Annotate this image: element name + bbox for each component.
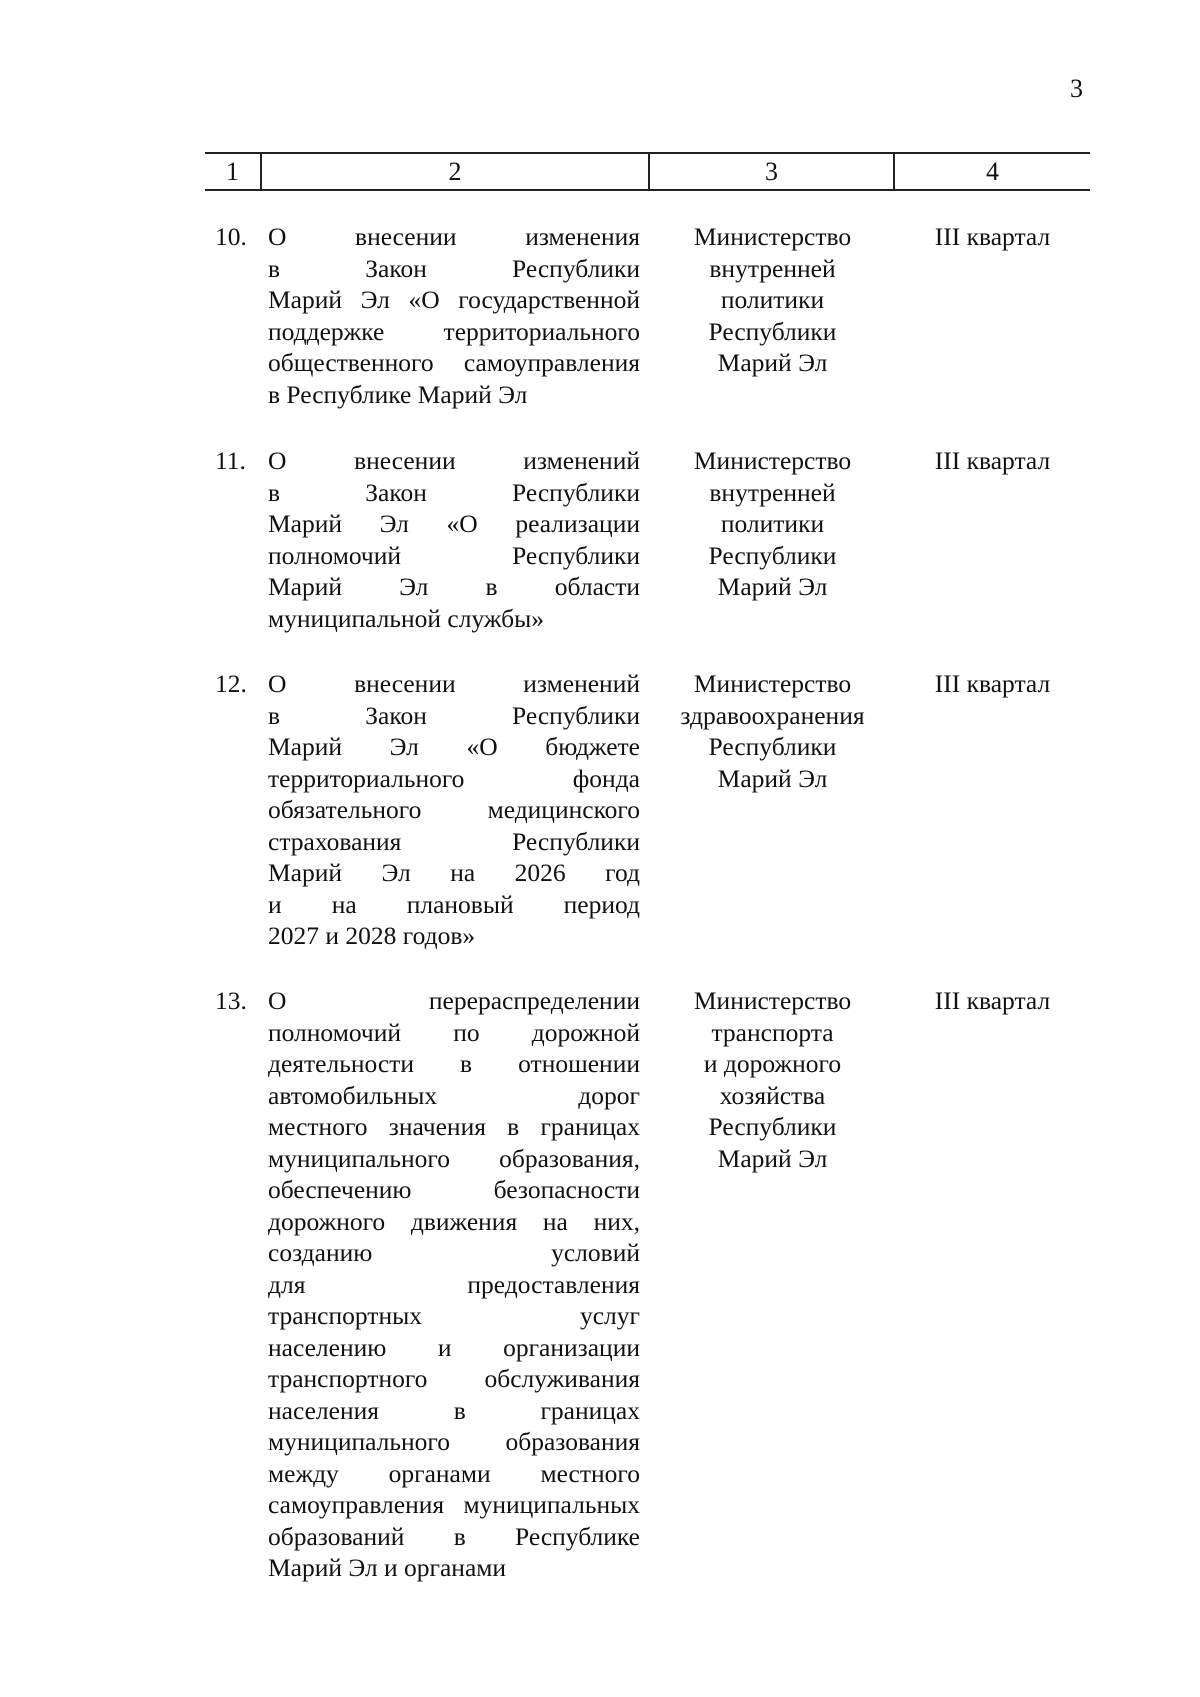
row-ministry <box>650 445 895 603</box>
row-period: III квартал <box>934 446 1051 475</box>
row-title-line: поддержке территориального <box>268 316 640 346</box>
row-period: III квартал <box>934 986 1051 1015</box>
row-title-line: между органами местного <box>268 1458 640 1488</box>
row-ministry-line: хозяйства <box>719 1080 826 1110</box>
row-ministry-line: Марий Эл <box>717 348 828 377</box>
row-title-line: дорожного движения на них, <box>268 1206 640 1236</box>
row-title-line: страхования Республики <box>268 826 640 856</box>
row-title-line: Марий Эл «О реализации <box>268 509 640 538</box>
header-col-2: 2 <box>262 154 650 189</box>
row-title-line: полномочий по дорожной <box>268 1017 640 1047</box>
row-title-line: муниципальной службы» <box>268 603 545 633</box>
row-ministry-line: и дорожного <box>703 1049 842 1078</box>
row-title-line: автомобильных дорог <box>268 1080 640 1110</box>
row-ministry-line: Республики <box>708 540 837 570</box>
row-title-line: Марий Эл на 2026 год <box>268 858 640 887</box>
row-title-line: территориального фонда <box>268 763 640 793</box>
row-number: 13. <box>215 986 247 1015</box>
row-title-line: для предоставления <box>268 1269 640 1299</box>
row-title-line: местного значения в границах <box>268 1112 640 1141</box>
row-title <box>268 985 640 1584</box>
header-col-4: 4 <box>986 156 999 186</box>
row-title-line: О перераспределении <box>268 986 640 1015</box>
row-title-line: Марий Эл и органами <box>268 1553 507 1582</box>
row-title-line: образований в Республике <box>268 1521 640 1551</box>
row-ministry-line: Республики <box>708 732 837 761</box>
row-title-line: муниципального образования, <box>268 1143 640 1173</box>
row-title-line: О внесении изменений <box>268 669 640 698</box>
row-ministry-line: политики <box>720 509 825 538</box>
row-ministry-line: Министерство <box>693 986 852 1015</box>
row-title-line: транспортных услуг <box>268 1301 640 1330</box>
row-ministry-line: Марий Эл <box>717 763 828 793</box>
page-number: 3 <box>1070 74 1083 103</box>
row-title-line: Марий Эл в области <box>268 572 640 601</box>
table-header <box>205 152 1090 191</box>
row-title-line: муниципального образования <box>268 1427 640 1456</box>
row-number: 12. <box>215 669 247 698</box>
row-ministry <box>650 668 895 794</box>
row-ministry-line: внутренней <box>709 253 836 283</box>
row-title-line: самоуправления муниципальных <box>268 1490 640 1519</box>
row-title-line: обеспечению безопасности <box>268 1175 640 1204</box>
row-title-line: полномочий Республики <box>268 540 640 570</box>
row-ministry-line: Министерство <box>693 222 852 251</box>
row-ministry-line: транспорта <box>711 1017 834 1047</box>
row-ministry-line: Марий Эл <box>717 572 828 601</box>
row-ministry-line: Республики <box>708 1112 837 1141</box>
row-period: III квартал <box>934 222 1051 251</box>
row-ministry <box>650 985 895 1174</box>
row-title <box>268 221 640 410</box>
row-ministry-line: здравоохранения <box>680 700 865 730</box>
row-ministry-line: внутренней <box>709 477 836 507</box>
row-title <box>268 445 640 634</box>
row-title-line: населения в границах <box>268 1395 640 1425</box>
row-title-line: общественного самоуправления <box>268 348 640 377</box>
row-ministry-line: Марий Эл <box>717 1143 828 1173</box>
row-ministry-line: Министерство <box>693 669 852 698</box>
row-ministry-line: Министерство <box>693 446 852 475</box>
row-title-line: обязательного медицинского <box>268 795 640 824</box>
row-title-line: созданию условий <box>268 1238 640 1267</box>
row-title-line: деятельности в отношении <box>268 1049 640 1078</box>
row-title-line: в Закон Республики <box>268 700 640 730</box>
row-ministry-line: Республики <box>708 316 837 346</box>
row-title-line: населению и организации <box>268 1332 640 1362</box>
row-title-line: О внесении изменений <box>268 446 640 475</box>
row-title-line: и на плановый период <box>268 889 640 919</box>
row-number: 11. <box>215 446 246 475</box>
row-title-line: в Закон Республики <box>268 253 640 283</box>
row-title-line: в Закон Республики <box>268 477 640 507</box>
row-title <box>268 668 640 952</box>
row-period: III квартал <box>934 669 1051 698</box>
row-number: 10. <box>215 222 247 251</box>
row-title-line: О внесении изменения <box>268 222 640 251</box>
row-title-line: Марий Эл «О бюджете <box>268 732 640 761</box>
row-ministry-line: политики <box>720 285 825 314</box>
row-title-line: Марий Эл «О государственной <box>268 285 640 314</box>
row-title-line: транспортного обслуживания <box>268 1364 640 1393</box>
row-ministry <box>650 221 895 379</box>
row-title-line: 2027 и 2028 годов» <box>268 921 476 950</box>
header-col-3: 3 <box>650 154 895 189</box>
header-col-1: 1 <box>205 154 262 189</box>
row-title-line: в Республике Марий Эл <box>268 379 528 409</box>
